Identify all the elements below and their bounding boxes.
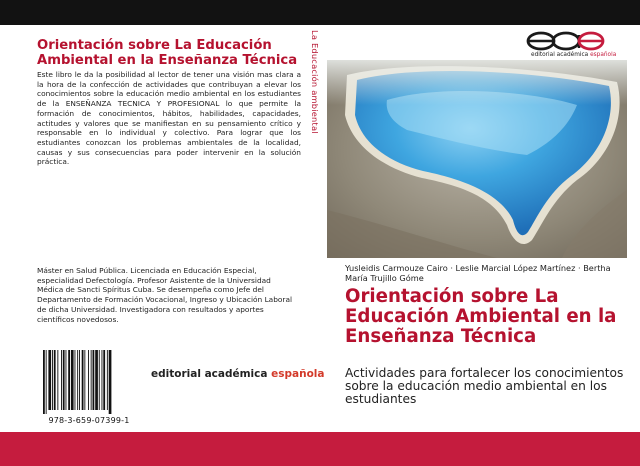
barcode-bar	[71, 350, 74, 410]
barcode-bar	[79, 350, 80, 410]
barcode-bar	[43, 350, 45, 414]
barcode-bar	[82, 350, 84, 410]
bottom-band	[0, 432, 640, 466]
barcode-bar	[102, 350, 103, 410]
top-band	[0, 0, 640, 25]
barcode-bar	[75, 350, 76, 410]
barcode-bar	[52, 350, 53, 410]
barcode-bar	[61, 350, 62, 410]
barcode-block	[37, 350, 141, 428]
logo-caption	[531, 52, 616, 58]
barcode-bar	[48, 350, 51, 410]
front-cover-subtitle: Actividades para fortalecer los conocimientos sobre la educación medio ambiental en los estudiantes	[345, 366, 624, 407]
publisher-accent-text: española	[271, 368, 325, 380]
barcode-bar	[63, 350, 65, 410]
back-cover-title: Orientación sobre La Educación Ambiental en la Enseñanza Técnica	[37, 38, 298, 68]
barcode-bar	[93, 350, 95, 410]
barcode-bar	[95, 350, 98, 410]
barcode-bar	[103, 350, 105, 410]
logo-caption-main: editorial académica	[531, 52, 591, 58]
front-cover-title: Orientación sobre La Educación Ambiental en la Enseñanza Técnica	[345, 286, 617, 348]
barcode-bar	[68, 350, 70, 410]
back-cover-description: Este libro le da la posibilidad al lector de tener una visión mas clara a la hora de la confección de actividades que contribuyan a elevar los conocimientos sobre la educación medio ambiental en los estudiantes de la ENSEÑANZA TECNICA Y PROFESIONAL lo que permite la formación de conocimientos, hábitos, habilidades, capacidades, actitudes y valores que se manifiestan en su pensamiento crítico y responsable en lo individual y colectivo. Para lograr que los estudiantes conozcan los problemas ambientales de la localidad, causas y sus consecuencias para poder intervenir en la solución práctica.	[37, 70, 301, 167]
barcode-bar	[88, 350, 89, 410]
barcode-bar	[107, 350, 108, 410]
spine-title: La Educación ambiental	[310, 30, 320, 134]
authors: Yusleidis Carmouze Cairo · Leslie Marcial López Martínez · Bertha María Trujillo Góme	[345, 263, 611, 283]
barcode-bar	[91, 350, 92, 410]
isbn-number: 978-3-659-07399-1	[48, 416, 130, 425]
barcode-bar	[54, 350, 56, 410]
barcode-bar	[109, 350, 112, 414]
barcode-bar	[99, 350, 100, 410]
barcode-icon	[43, 350, 135, 414]
logo-caption-accent: española	[590, 52, 617, 58]
barcode-bar	[46, 350, 47, 414]
author-bio: Máster en Salud Pública. Licenciada en Educación Especial, especialidad Defectología. Profesor Asistente de la Universidad Médica de Sancti Spíritus Cuba. Se desempeña como Jefe del Departamento de Formación Vocacional, Ingreso y Ubicación Laboral de dicha Universidad. Investigadora con resultados y aportes científicos novedosos.	[37, 266, 293, 324]
barcode-bar	[77, 350, 78, 410]
publisher-name-back	[151, 368, 324, 380]
barcode-bar	[84, 350, 85, 410]
barcode-bar	[66, 350, 67, 410]
barcode-bar	[57, 350, 58, 410]
publisher-main-text: editorial académica	[151, 368, 272, 380]
cover-photo-hot-spring	[327, 60, 627, 258]
